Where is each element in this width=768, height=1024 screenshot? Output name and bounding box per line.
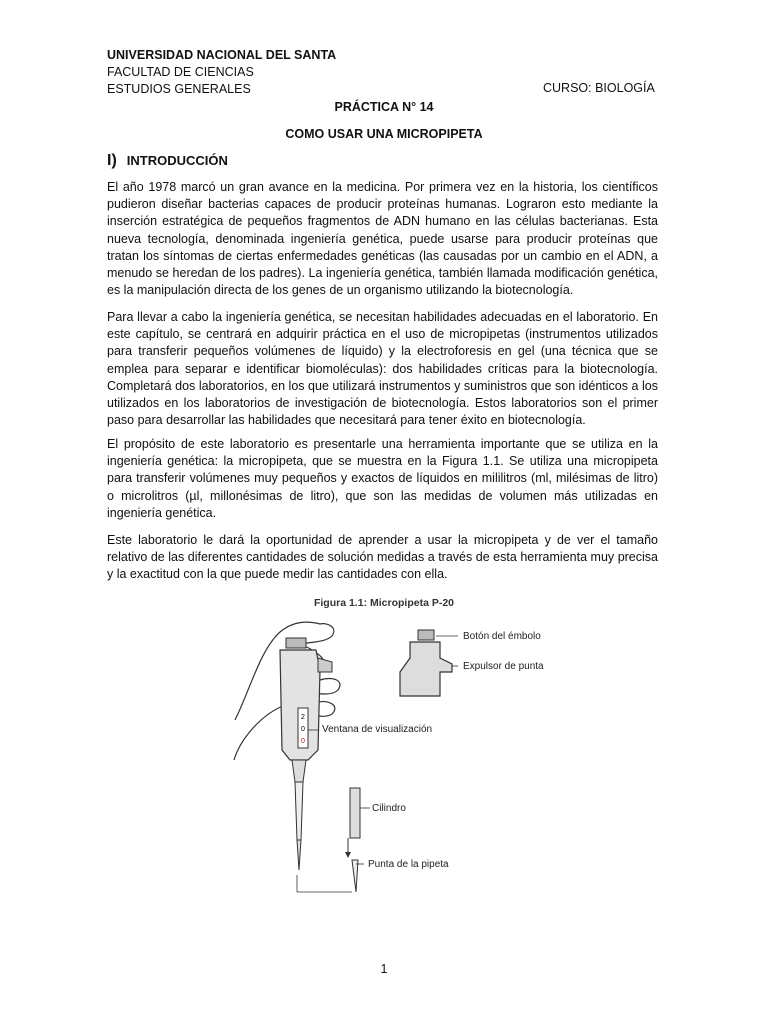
section-title: INTRODUCCIÓN	[126, 153, 228, 168]
course-name: CURSO: BIOLOGÍA	[543, 81, 655, 95]
display-digit: 0	[301, 726, 305, 733]
display-digit: 2	[301, 714, 305, 721]
detail-cylinder-tip	[348, 788, 360, 892]
paragraph: El propósito de este laboratorio es presentarle una herramienta importante que se utiliza en la ingeniería genética: la micropipeta, que se muestra en la Figura 1.1. Se utiliza una micropipeta para transferir volúmenes muy pequeños y exactos de líquidos en mililitros (ml, milésimas de litro) o microlitros (µl, millonésimas de litro), que son las medidas de volumen más utilizadas en ingeniería genética.	[107, 437, 658, 520]
studies-name: ESTUDIOS GENERALES	[107, 82, 251, 96]
section-heading	[107, 152, 228, 170]
university-name: UNIVERSIDAD NACIONAL DEL SANTA	[107, 48, 337, 62]
paragraph: Este laboratorio le dará la oportunidad de aprender a usar la micropipeta y de ver el tamaño relativo de las diferentes cantidades de solución medidas a través de esta herramienta muy precisa y la exactitud con la que puede medir las cantidades con ella.	[107, 533, 658, 582]
micropipette-body	[280, 638, 332, 870]
page-number: 1	[380, 962, 388, 976]
cylinder-label: Cilindro	[372, 803, 406, 814]
paragraph: Para llevar a cabo la ingeniería genética, se necesitan habilidades adecuadas en el laboratorio. En este capítulo, se centrará en adquirir práctica en el uso de micropipetas (instrumentos utilizados para transferir pequeños volúmenes de líquido) y la electroforesis en gel (una técnica que se emplea para separar e identificar biomoléculas): dos habilidades críticas para la biotecnología. Completará dos laboratorios, en los que utilizará instrumentos y suministros que son idénticos a los utilizados en los laboratorios de investigación de biotecnología. Estos laboratorios son el primer paso para desarrollar las habilidades que necesitará para tener éxito en biotecnología.	[107, 310, 658, 428]
tip-label: Punta de la pipeta	[368, 859, 449, 870]
ejector-label: Expulsor de punta	[463, 661, 544, 672]
faculty-name: FACULTAD DE CIENCIAS	[107, 65, 254, 79]
detail-plunger-ejector	[400, 630, 452, 696]
window-label: Ventana de visualización	[322, 724, 433, 735]
plunger-label: Botón del émbolo	[463, 631, 541, 642]
document-subtitle: COMO USAR UNA MICROPIPETA	[285, 127, 483, 141]
section-number: I)	[107, 152, 117, 169]
micropipette-illustration	[200, 610, 560, 900]
practice-title: PRÁCTICA N° 14	[334, 100, 434, 114]
display-digit: 0	[301, 738, 305, 745]
paragraph: El año 1978 marcó un gran avance en la medicina. Por primera vez en la historia, los científicos pudieron diseñar bacterias capaces de producir proteínas humanas. Lograron esto mediante la inserción estratégica de pequeños fragmentos de ADN humano en las células bacterianas. Esta nueva tecnología, denominada ingeniería genética, puede usarse para producir proteínas que tratan los síntomas de ciertas enfermedades genéticas (las causadas por un cambio en el ADN, a menudo se heredan de los padres). La ingeniería genética, también llamada modificación genética, es la manipulación directa de los genes de un organismo utilizando la biotecnología.	[107, 180, 658, 298]
figure-title: Figura 1.1: Micropipeta P-20	[313, 597, 455, 609]
